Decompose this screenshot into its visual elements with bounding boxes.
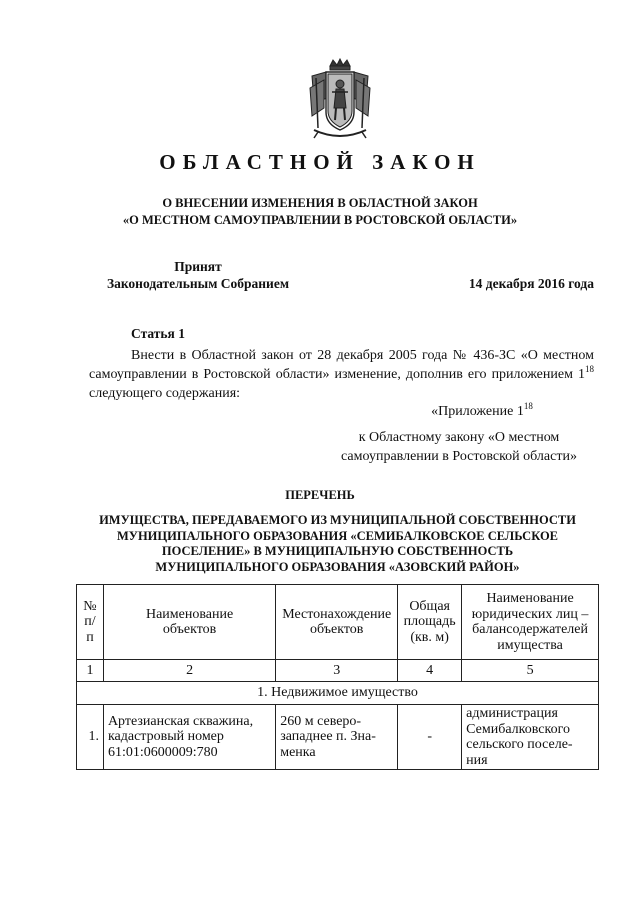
- appendix-reference: [324, 428, 594, 466]
- cell-line: сельского поселе-: [466, 737, 573, 752]
- article-text-part: следующего содержания:: [89, 386, 241, 401]
- header-holder: [462, 585, 599, 660]
- law-subtitle-line: О ВНЕСЕНИИ ИЗМЕНЕНИЯ В ОБЛАСТНОЙ ЗАКОН: [162, 196, 478, 210]
- cell-line: Артезианская скважина,: [107, 713, 254, 729]
- list-subtitle-line: МУНИЦИПАЛЬНОГО ОБРАЗОВАНИЯ «СЕМИБАЛКОВСКОЕ СЕЛЬСКОЕ: [116, 528, 559, 543]
- section-title: 1. Недвижимое имущество: [77, 682, 599, 705]
- list-subtitle-line: ПОСЕЛЕНИЕ» В МУНИЦИПАЛЬНУЮ СОБСТВЕННОСТЬ: [161, 544, 514, 558]
- row-area: -: [398, 705, 462, 770]
- header-text: объектов: [162, 622, 217, 637]
- table-header-row: [77, 585, 599, 660]
- adopted-line: Принят: [174, 259, 222, 274]
- cell-line: 61:01:0600009:780: [107, 744, 218, 760]
- header-text: п/п: [84, 614, 96, 645]
- adopted-body: Законодательным Собранием: [106, 276, 290, 291]
- row-location: [276, 705, 398, 770]
- list-subtitle-line: МУНИЦИПАЛЬНОГО ОБРАЗОВАНИЯ «АЗОВСКИЙ РАЙОН»: [155, 559, 520, 574]
- header-location: [276, 585, 398, 660]
- column-number: 3: [276, 660, 398, 682]
- row-number: 1.: [77, 705, 104, 770]
- column-number: 2: [103, 660, 275, 682]
- appendix-reference-line: самоуправлении в Ростовской области»: [341, 449, 577, 464]
- appendix-title: [370, 401, 594, 420]
- header-text: имущества: [497, 637, 563, 653]
- header-text: Наименование: [486, 591, 574, 606]
- header-text: площадь: [403, 614, 456, 630]
- coat-of-arms-emblem: [306, 58, 374, 142]
- article-title: Статья 1: [131, 326, 185, 341]
- adoption-date: 14 декабря 2016 года: [468, 276, 594, 291]
- list-title: ПЕРЕЧЕНЬ: [285, 488, 355, 502]
- header-text: объектов: [310, 622, 364, 637]
- adopted-by: [88, 258, 308, 292]
- table-row: [77, 705, 599, 770]
- cell-line: менка: [280, 744, 316, 760]
- appendix-reference-line: к Областному закону «О местном: [358, 430, 560, 445]
- cell-line: кадастровый номер: [107, 729, 224, 745]
- article-text: [89, 346, 594, 403]
- article-text-part: Внести в Областной закон от 28 декабря 2005 года № 436-ЗС «О местном самоуправлении в Ростовской области» изменение, дополнив его приложением 1: [89, 348, 594, 382]
- cell-line: Семибалковского: [466, 721, 570, 737]
- section-row: [77, 682, 599, 705]
- column-number: 4: [398, 660, 462, 682]
- list-subtitle: [80, 513, 595, 575]
- document-title: ОБЛАСТНОЙ ЗАКОН: [159, 150, 481, 174]
- list-subtitle-line: ИМУЩЕСТВА, ПЕРЕДАВАЕМОГО ИЗ МУНИЦИПАЛЬНОЙ СОБСТВЕННОСТИ: [99, 513, 576, 527]
- header-text: юридических лиц –: [471, 606, 589, 622]
- property-table: [76, 584, 599, 770]
- article-text-sup: 18: [585, 364, 594, 374]
- cell-line: администрация: [466, 706, 558, 721]
- law-subtitle-line: «О МЕСТНОМ САМОУПРАВЛЕНИИ В РОСТОВСКОЙ ОБЛАСТИ»: [122, 213, 518, 227]
- header-text: (кв. м): [410, 629, 449, 645]
- header-text: Местонахождение: [282, 606, 392, 622]
- appendix-title-sup: 18: [523, 401, 533, 411]
- cell-line: 260 м северо-: [280, 713, 362, 729]
- appendix-title-text: «Приложение 1: [431, 404, 524, 419]
- header-text: №: [83, 598, 97, 614]
- column-number: 5: [462, 660, 599, 682]
- law-subtitle: [80, 195, 560, 229]
- column-number: 1: [77, 660, 104, 682]
- header-text: Наименование: [145, 606, 234, 622]
- header-number: [77, 585, 104, 660]
- header-name: [103, 585, 275, 660]
- header-text: Общая: [409, 598, 450, 614]
- cell-line: ния: [466, 752, 488, 768]
- row-object-name: [103, 705, 275, 770]
- column-number-row: [77, 660, 599, 682]
- cell-line: западнее п. Зна-: [280, 729, 376, 745]
- header-text: балансодержателей: [472, 622, 588, 637]
- header-area: [398, 585, 462, 660]
- row-holder: [462, 705, 599, 770]
